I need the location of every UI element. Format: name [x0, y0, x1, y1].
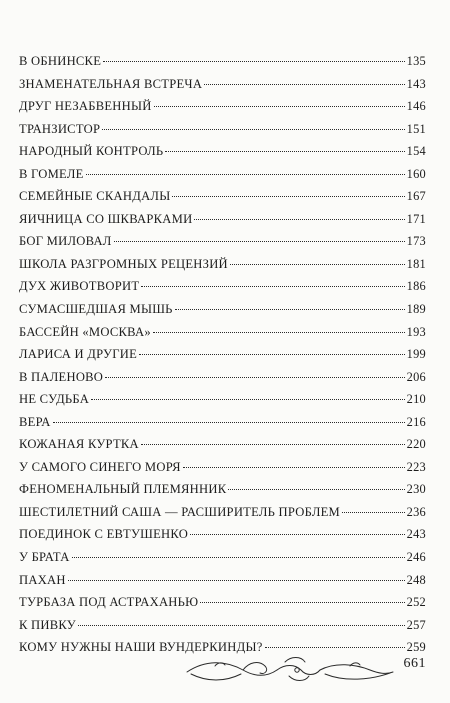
- dot-leader: [141, 285, 404, 287]
- toc-entry-title: ТУРБАЗА ПОД АСТРАХАНЬЮ: [19, 595, 199, 610]
- dot-leader: [139, 353, 405, 355]
- dot-leader: [194, 218, 404, 220]
- toc-entry: [19, 523, 426, 546]
- toc-entry-title: НАРОДНЫЙ КОНТРОЛЬ: [19, 144, 164, 159]
- toc-entry-page-number: 206: [406, 369, 426, 384]
- toc-entry-title: ФЕНОМЕНАЛЬНЫЙ ПЛЕМЯННИК: [19, 482, 227, 497]
- page-number: 661: [403, 656, 426, 671]
- toc-entry-title: ПАХАН: [19, 572, 66, 587]
- dot-leader: [183, 466, 405, 468]
- toc-entry-page-number: 223: [406, 459, 426, 474]
- dot-leader: [228, 488, 404, 490]
- toc-entry-title: ЛАРИСА И ДРУГИЕ: [19, 347, 138, 362]
- toc-entry: [19, 73, 426, 96]
- toc-entry: [19, 185, 426, 208]
- toc-entry: [19, 478, 426, 501]
- toc-entry-page-number: 146: [406, 99, 426, 114]
- dot-leader: [141, 443, 405, 445]
- flourish-ornament-icon: [185, 652, 395, 688]
- toc-entry-title: В ПАЛЕНОВО: [19, 369, 104, 384]
- toc-entry-title: ПОЕДИНОК С ЕВТУШЕНКО: [19, 527, 189, 542]
- dot-leader: [53, 421, 405, 423]
- dot-leader: [154, 105, 405, 107]
- toc-entry-title: ТРАНЗИСТОР: [19, 121, 101, 136]
- toc-entry-title: СЕМЕЙНЫЕ СКАНДАЛЫ: [19, 189, 171, 204]
- toc-entry-page-number: 230: [406, 482, 426, 497]
- toc-entry: [19, 591, 426, 614]
- toc-entry-title: КОМУ НУЖНЫ НАШИ ВУНДЕРКИНДЫ?: [19, 640, 263, 655]
- toc-entry: [19, 456, 426, 479]
- toc-entry-page-number: 246: [406, 550, 426, 565]
- dot-leader: [153, 331, 405, 333]
- toc-entry-page-number: 186: [406, 279, 426, 294]
- toc-entry-page-number: 181: [406, 256, 426, 271]
- toc-entry-page-number: 252: [406, 595, 426, 610]
- toc-entry-title: В ОБНИНСКЕ: [19, 54, 102, 68]
- toc-entry: [19, 208, 426, 231]
- toc-entry-title: ДРУГ НЕЗАБВЕННЫЙ: [19, 99, 152, 114]
- table-of-contents: [19, 50, 426, 659]
- dot-leader: [172, 195, 404, 197]
- toc-entry: [19, 118, 426, 141]
- toc-entry-title: СУМАСШЕДШАЯ МЫШЬ: [19, 302, 173, 317]
- toc-entry: [19, 321, 426, 344]
- dot-leader: [86, 173, 405, 175]
- toc-entry-title: ЯИЧНИЦА СО ШКВАРКАМИ: [19, 211, 193, 226]
- toc-entry-title: БАССЕЙН «МОСКВА»: [19, 324, 151, 339]
- toc-entry: [19, 275, 426, 298]
- toc-entry-title: ВЕРА: [19, 414, 51, 429]
- dot-leader: [102, 128, 404, 130]
- toc-entry: [19, 95, 426, 118]
- toc-entry-page-number: 210: [406, 392, 426, 407]
- toc-entry-page-number: 160: [406, 166, 426, 181]
- dot-leader: [72, 556, 405, 558]
- toc-entry: [19, 140, 426, 163]
- toc-entry-page-number: 143: [406, 76, 426, 91]
- toc-entry: [19, 388, 426, 411]
- toc-entry-title: В ГОМЕЛЕ: [19, 166, 84, 181]
- dot-leader: [175, 308, 405, 310]
- toc-entry-page-number: 216: [406, 414, 426, 429]
- dot-leader: [265, 646, 405, 648]
- toc-entry-page-number: 236: [406, 504, 426, 519]
- dot-leader: [114, 240, 405, 242]
- toc-entry-page-number: 243: [406, 527, 426, 542]
- dot-leader: [342, 511, 405, 513]
- toc-entry: [19, 163, 426, 186]
- toc-entry-page-number: 199: [406, 347, 426, 362]
- dot-leader: [78, 624, 405, 626]
- toc-entry-page-number: 135: [406, 54, 426, 68]
- toc-entry-page-number: 167: [406, 189, 426, 204]
- dot-leader: [103, 60, 405, 62]
- toc-entry-page-number: 173: [406, 234, 426, 249]
- dot-leader: [190, 533, 405, 535]
- dot-leader: [68, 579, 405, 581]
- toc-entry: [19, 343, 426, 366]
- toc-entry: [19, 569, 426, 592]
- toc-entry-title: ЗНАМЕНАТЕЛЬНАЯ ВСТРЕЧА: [19, 76, 203, 91]
- toc-entry: [19, 433, 426, 456]
- toc-entry-title: БОГ МИЛОВАЛ: [19, 234, 112, 249]
- dot-leader: [105, 376, 404, 378]
- dot-leader: [165, 150, 404, 152]
- toc-entry-title: ШЕСТИЛЕТНИЙ САША — РАСШИРИТЕЛЬ ПРОБЛЕМ: [19, 504, 340, 519]
- toc-entry-page-number: 259: [406, 640, 426, 655]
- toc-entry: [19, 411, 426, 434]
- dot-leader: [230, 263, 405, 265]
- page-footer: [185, 652, 426, 688]
- toc-entry-page-number: 154: [406, 144, 426, 159]
- toc-entry-page-number: 248: [406, 572, 426, 587]
- dot-leader: [91, 398, 405, 400]
- toc-entry: [19, 501, 426, 524]
- toc-entry-title: ДУХ ЖИВОТВОРИТ: [19, 279, 140, 294]
- dot-leader: [204, 83, 404, 85]
- toc-entry-page-number: 151: [406, 121, 426, 136]
- toc-entry: [19, 546, 426, 569]
- toc-entry-title: У САМОГО СИНЕГО МОРЯ: [19, 459, 181, 474]
- toc-entry-title: КОЖАНАЯ КУРТКА: [19, 437, 139, 452]
- toc-entry-page-number: 220: [406, 437, 426, 452]
- toc-entry: [19, 253, 426, 276]
- toc-entry-page-number: 257: [406, 617, 426, 632]
- toc-entry-title: НЕ СУДЬБА: [19, 392, 90, 407]
- toc-entry: [19, 298, 426, 321]
- dot-leader: [200, 601, 404, 603]
- toc-entry: [19, 230, 426, 253]
- toc-entry: [19, 366, 426, 389]
- toc-entry-page-number: 193: [406, 324, 426, 339]
- toc-entry-title: ШКОЛА РАЗГРОМНЫХ РЕЦЕНЗИЙ: [19, 256, 228, 271]
- toc-entry: [19, 614, 426, 637]
- toc-entry: [19, 50, 426, 73]
- toc-entry-page-number: 171: [406, 211, 426, 226]
- toc-entry-title: К ПИВКУ: [19, 617, 76, 632]
- toc-entry-title: У БРАТА: [19, 550, 70, 565]
- toc-entry-page-number: 189: [406, 302, 426, 317]
